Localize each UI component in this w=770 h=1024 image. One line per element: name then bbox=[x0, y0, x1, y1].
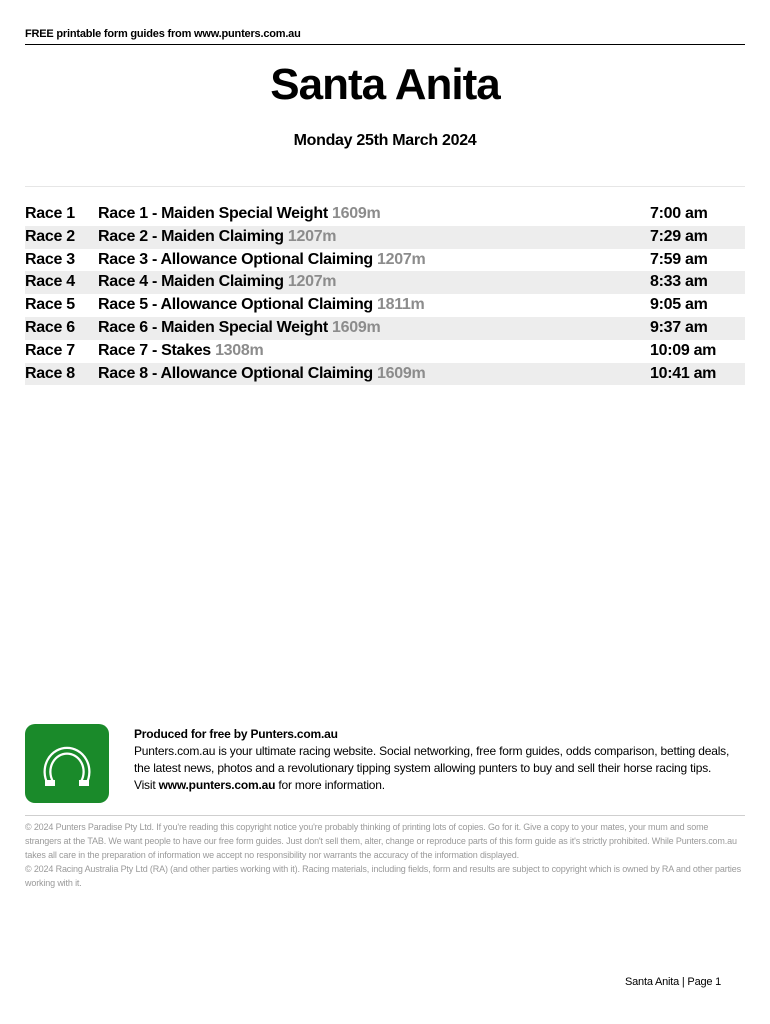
punters-website-link[interactable]: www.punters.com.au bbox=[158, 778, 276, 792]
race-name bbox=[98, 249, 425, 272]
top-divider bbox=[25, 44, 745, 45]
race-number: Race 1 bbox=[25, 205, 75, 222]
race-title: Race 5 - Allowance Optional Claiming bbox=[98, 296, 373, 314]
race-row bbox=[25, 271, 745, 294]
race-number: Race 4 bbox=[25, 273, 75, 291]
race-time: 9:05 am bbox=[650, 296, 708, 314]
race-title: Race 7 - Stakes bbox=[98, 341, 211, 359]
race-row bbox=[25, 249, 745, 272]
race-distance: 1308m bbox=[215, 341, 264, 359]
race-row bbox=[25, 203, 745, 226]
legal-notice bbox=[25, 820, 745, 890]
race-name bbox=[98, 226, 336, 249]
race-title: Race 1 - Maiden Special Weight bbox=[98, 205, 328, 222]
race-time: 7:59 am bbox=[650, 250, 708, 268]
race-row bbox=[25, 363, 745, 386]
top-banner: FREE printable form guides from www.punters.com.au bbox=[25, 28, 301, 40]
race-number: Race 3 bbox=[25, 250, 75, 268]
form-guide-page bbox=[25, 0, 745, 1024]
race-time: 7:29 am bbox=[650, 227, 708, 245]
race-distance: 1609m bbox=[377, 364, 426, 382]
race-row bbox=[25, 226, 745, 249]
race-title: Race 3 - Allowance Optional Claiming bbox=[98, 250, 373, 268]
race-row bbox=[25, 317, 745, 340]
race-distance: 1207m bbox=[377, 250, 426, 268]
horseshoe-icon bbox=[25, 724, 109, 803]
race-name bbox=[98, 340, 263, 363]
producer-block bbox=[25, 723, 745, 803]
race-distance: 1207m bbox=[287, 227, 337, 245]
race-distance: 1207m bbox=[287, 273, 337, 291]
race-time: 7:00 am bbox=[650, 205, 708, 222]
race-number: Race 2 bbox=[25, 227, 75, 245]
race-name bbox=[98, 203, 380, 226]
race-time: 8:33 am bbox=[650, 273, 708, 291]
race-title: Race 2 - Maiden Claiming bbox=[98, 227, 284, 245]
race-number: Race 5 bbox=[25, 296, 75, 314]
race-list bbox=[25, 203, 745, 385]
race-row bbox=[25, 340, 745, 363]
race-title: Race 4 - Maiden Claiming bbox=[98, 273, 284, 291]
race-time: 10:09 am bbox=[650, 341, 717, 359]
race-distance: 1609m bbox=[332, 205, 381, 222]
venue-title: Santa Anita bbox=[270, 60, 500, 109]
footer-divider bbox=[25, 815, 745, 816]
race-distance: 1811m bbox=[377, 296, 425, 314]
racing-australia-copyright: © 2024 Racing Australia Pty Ltd (RA) (and other parties working with it). Racing materials, including fields, form and results are subject to copyright which is owned by RA and other parties working with it. bbox=[25, 864, 741, 888]
race-name bbox=[98, 294, 425, 317]
producer-description: Punters.com.au is your ultimate racing website. Social networking, free form guides, odds comparison, betting deals, the latest news, photos and a revolutionary tipping system allowing punters to buy and sell their horse racing tips. bbox=[134, 744, 730, 775]
section-divider bbox=[25, 186, 745, 187]
race-name bbox=[98, 363, 425, 386]
race-number: Race 7 bbox=[25, 341, 75, 359]
race-number: Race 8 bbox=[25, 364, 75, 382]
producer-visit-line bbox=[134, 777, 746, 794]
meeting-date: Monday 25th March 2024 bbox=[293, 132, 477, 149]
race-name bbox=[98, 271, 336, 294]
visit-suffix: for more information. bbox=[275, 778, 385, 792]
producer-heading: Produced for free by Punters.com.au bbox=[134, 727, 338, 741]
race-name bbox=[98, 317, 380, 340]
race-distance: 1609m bbox=[332, 318, 381, 336]
punters-copyright: © 2024 Punters Paradise Pty Ltd. If you're reading this copyright notice you're probably thinking of printing lots of copies. Go for it. Give a copy to your mates, your mum and some strangers at the TAB. We want people to have our free form guides. Just don't sell them, alter, change or reproduce parts of this form guide as it's strictly prohibited. While Punters.com.au takes all care in the preparation of information we accept no responsibility nor warrants the accuracy of the information displayed. bbox=[25, 822, 737, 860]
visit-prefix: Visit bbox=[134, 778, 159, 792]
race-title: Race 8 - Allowance Optional Claiming bbox=[98, 364, 373, 382]
race-number: Race 6 bbox=[25, 318, 75, 336]
page-footer: Santa Anita | Page 1 bbox=[625, 976, 722, 988]
race-time: 9:37 am bbox=[650, 318, 708, 336]
punters-logo bbox=[25, 724, 109, 803]
race-row bbox=[25, 294, 745, 317]
producer-text bbox=[134, 726, 746, 794]
race-time: 10:41 am bbox=[650, 364, 717, 382]
race-title: Race 6 - Maiden Special Weight bbox=[98, 318, 328, 336]
